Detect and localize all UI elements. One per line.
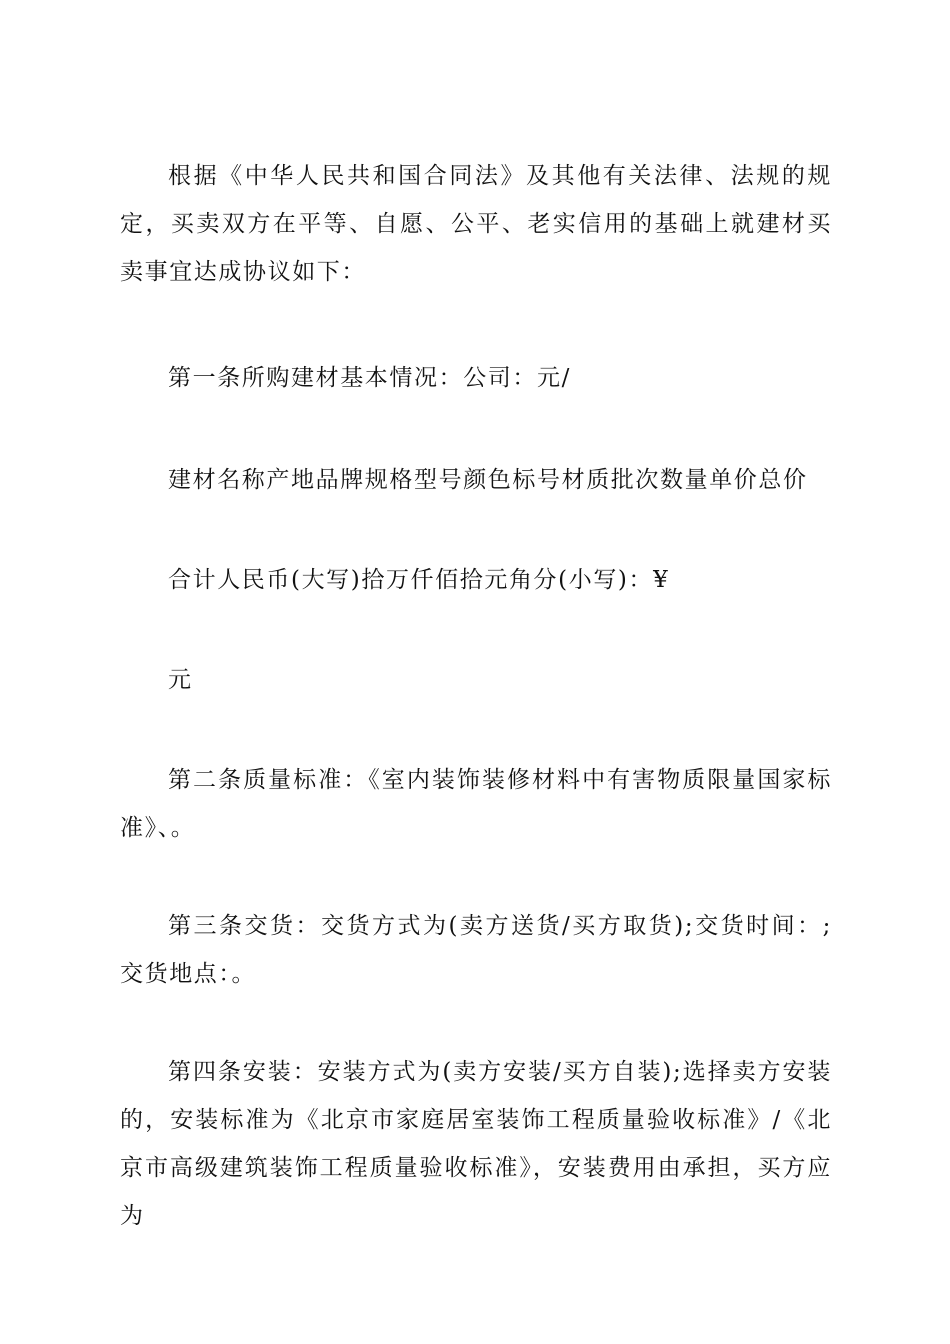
currency-unit-paragraph: 元 — [168, 667, 193, 693]
article-3-paragraph: 第三条交货：交货方式为(卖方送货/买方取货);交货时间：;交货地点：。 — [120, 913, 832, 987]
preamble-paragraph: 根据《中华人民共和国合同法》及其他有关法律、法规的规定，买卖双方在平等、自愿、公平、老实信用的基础上就建材买卖事宜达成协议如下： — [120, 163, 832, 285]
article-4-paragraph: 第四条安装：安装方式为(卖方安装/买方自装);选择卖方安装的，安装标准为《北京市家庭居室装饰工程质量验收标准》/《北京市高级建筑装饰工程质量验收标准》，安装费用由承担，买方应为 — [120, 1059, 832, 1229]
article-1-paragraph: 第一条所购建材基本情况：公司：元/ — [168, 365, 571, 391]
material-columns-paragraph: 建材名称产地品牌规格型号颜色标号材质批次数量单价总价 — [168, 467, 808, 493]
total-amount-paragraph: 合计人民币(大写)拾万仟佰拾元角分(小写)：¥ — [168, 567, 670, 593]
article-2-paragraph: 第二条质量标准：《室内装饰装修材料中有害物质限量国家标准》、。 — [120, 767, 832, 841]
